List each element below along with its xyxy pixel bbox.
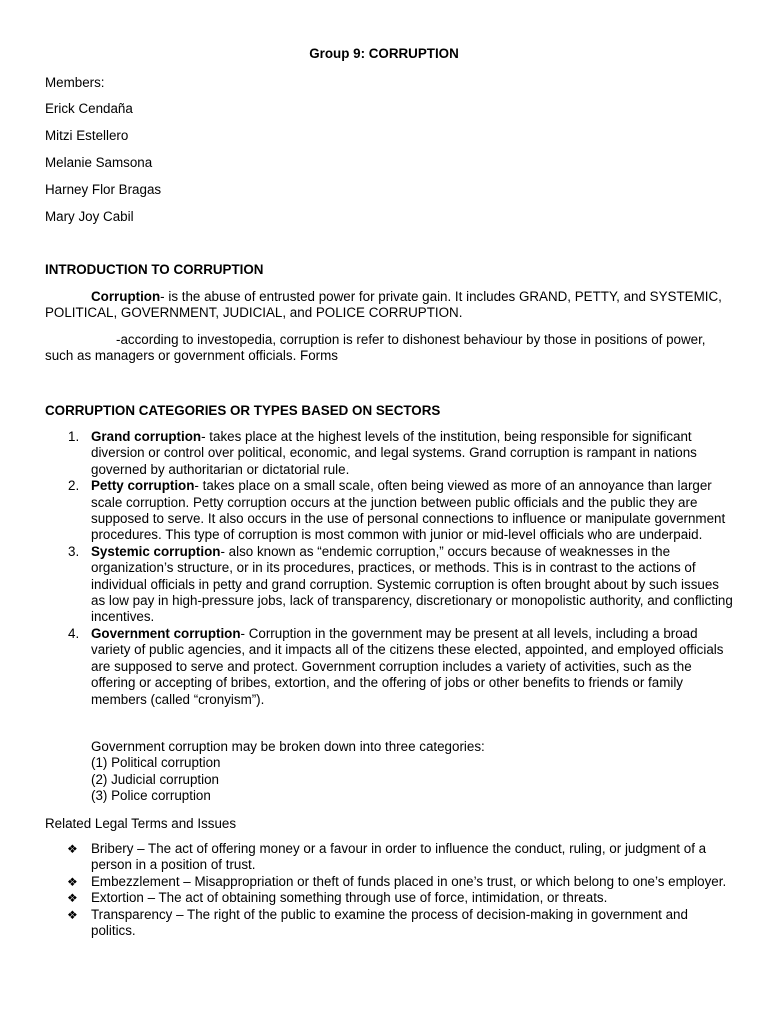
diamond-bullet-icon: ❖: [67, 874, 78, 889]
list-number: 3.: [68, 543, 80, 559]
type-term: Government corruption: [91, 625, 241, 641]
intro-definition: [45, 289, 725, 322]
corruption-types-list: [45, 429, 735, 708]
list-number: 4.: [68, 625, 80, 641]
member-name: Mitzi Estellero: [45, 128, 129, 143]
government-breakdown: [91, 739, 731, 805]
list-item: [45, 429, 735, 478]
government-category: (2) Judicial corruption: [91, 771, 220, 787]
intro-heading: INTRODUCTION TO CORRUPTION: [45, 262, 264, 277]
diamond-bullet-icon: ❖: [67, 842, 78, 856]
members-label: Members:: [45, 75, 105, 90]
type-description: - takes place on a small scale, often being viewed as more of an annoyance than larger scale corruption. Petty corruption occurs at the junction between public officials and the public they are supposed to serve. It also occurs in the use of personal connections to influence or manipulate government procedures. This type of corruption is most common with junior or mid-level officials who are underpaid.: [91, 478, 726, 543]
corruption-term: Corruption: [91, 289, 161, 304]
type-term: Petty corruption: [91, 478, 195, 494]
list-item: [45, 874, 735, 890]
list-number: 2.: [68, 478, 80, 494]
member-name: Erick Cendaña: [45, 101, 133, 116]
list-item: [45, 841, 735, 874]
type-term: Grand corruption: [91, 429, 202, 444]
type-description: - Corruption in the government may be present at all levels, including a broad variety of public agencies, and it impacts all of the citizens these elected, appointed, and employed officials are supposed to serve and protect. Government corruption includes a variety of activities, such as the offering or accepting of bribes, extortion, and the offering of jobs or other benefits to friends or family members (called “cronyism”).: [91, 625, 724, 707]
list-item: [45, 478, 735, 544]
diamond-bullet-icon: ❖: [67, 907, 78, 922]
term-text: Extortion – The act of obtaining something through use of force, intimidation, or threats.: [91, 890, 608, 906]
categories-heading: CORRUPTION CATEGORIES OR TYPES BASED ON SECTORS: [45, 403, 441, 418]
member-name: Melanie Samsona: [45, 155, 153, 170]
term-text: Embezzlement – Misappropriation or theft of funds placed in one’s trust, or which belong to one’s employer.: [91, 873, 727, 889]
list-number: 1.: [68, 429, 80, 444]
term-text: Transparency – The right of the public to examine the process of decision-making in government and politics.: [91, 906, 688, 939]
member-name: Harney Flor Bragas: [45, 182, 162, 197]
government-breakdown-intro: Government corruption may be broken down into three categories:: [91, 739, 485, 754]
corruption-definition: - is the abuse of entrusted power for private gain. It includes GRAND, PETTY, and SYSTEMIC, POLITICAL, GOVERNMENT, JUDICIAL, and POLICE CORRUPTION.: [45, 289, 722, 321]
type-term: Systemic corruption: [91, 543, 221, 559]
document-title: Group 9: CORRUPTION: [309, 46, 459, 61]
type-description: - takes place at the highest levels of the institution, being responsible for significant diversion or control over political, economic, and legal systems. Grand corruption is rampant in nations governed by authoritarian or dictatorial rule.: [91, 429, 697, 477]
diamond-bullet-icon: ❖: [67, 891, 78, 906]
list-item: [45, 626, 735, 708]
term-text: Bribery – The act of offering money or a favour in order to influence the conduct, ruling, or judgment of a person in a position of trust.: [91, 841, 707, 873]
investopedia-text: -according to investopedia, corruption is refer to dishonest behaviour by those in positions of power, such as managers or government officials. Forms: [45, 332, 706, 364]
list-item: [45, 890, 735, 906]
list-item: [45, 544, 735, 626]
government-category: (1) Political corruption: [91, 755, 221, 771]
member-name: Mary Joy Cabil: [45, 209, 134, 224]
related-terms-list: [45, 841, 735, 939]
related-terms-heading: Related Legal Terms and Issues: [45, 816, 237, 831]
government-category: (3) Police corruption: [91, 788, 211, 804]
type-description: - also known as “endemic corruption,” occurs because of weaknesses in the organization’s structure, or in its procedures, practices, or methods. This is in contrast to the actions of individual officials in petty and grand corruption. Systemic corruption is often brought about by such issues as low pay in high-pressure jobs, lack of transparency, discretionary or monopolistic authority, and conflicting incentives.: [91, 543, 733, 625]
list-item: [45, 907, 735, 940]
investopedia-paragraph: [45, 332, 725, 365]
